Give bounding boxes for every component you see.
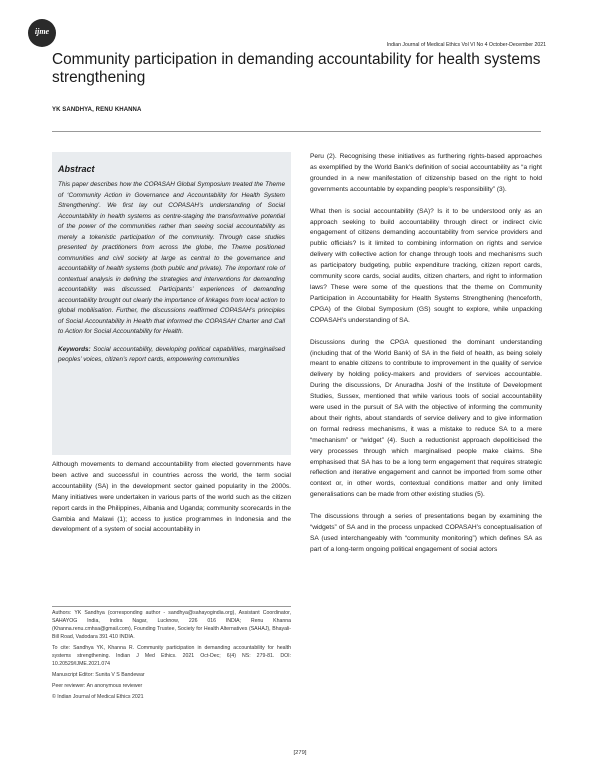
header-divider (52, 131, 541, 132)
editor-note: Manuscript Editor: Sunita V S Bandewar (52, 672, 145, 678)
article-authors: YK SANDHYA, RENU KHANNA (52, 107, 142, 113)
notes-divider (52, 606, 291, 607)
keywords-text: Social accountability, developing political capabilities, marginalised peoples’ voices, citizen’s report cards, empowering communities (58, 345, 285, 363)
article-title: Community participation in demanding accountability for health systems strengthening (52, 51, 541, 86)
journal-logo (28, 19, 56, 47)
abstract-heading: Abstract (58, 164, 95, 174)
citation-note: To cite: Sandhya YK, Khanna R. Community participation in demanding accountability for health systems strengthening. Indian J Med Ethics. 2021 Oct-Dec; 6(4) NS: 279-81. DOI: 10.20529/IJME.2021.074 (52, 645, 291, 667)
authors-note: Authors: YK Sandhya (corresponding author - sandhya@sahayogindia.org), Assistant Coordinator, SAHAYOG India, Indira Nagar, Lucknow, 226 016 INDIA; Renu Khanna (Khanna.renu.cmhsa@gmail.com), Founding Trustee, Society for Health Alternatives (SAHAJ), Bhayali-Bill Road, Vadodara 391 410 INDIA. (52, 610, 291, 640)
keywords-label: Keywords: (58, 345, 91, 353)
body-right-column (310, 152, 542, 567)
article-notes (52, 606, 291, 704)
abstract-box (52, 152, 291, 455)
page-number: [279] (293, 750, 307, 756)
keywords (58, 345, 285, 366)
body-paragraph: Although movements to demand accountability from elected governments have been active and successful in countries across the world, the term social accountability (SA) in the development sector gained popularity in the 2000s. Many initiatives were undertaken in various parts of the world such as the citizen report cards in the Philippines, Albania and Uganda; community scorecards in the Gambia and Malawi (1); access to justice programmes in Indonesia and the development of a system of social accountability in (52, 461, 291, 534)
reviewer-note: Peer reviewer: An anonymous reviewer (52, 683, 143, 689)
copyright-note: © Indian Journal of Medical Ethics 2021 (52, 694, 144, 700)
body-paragraph: What then is social accountability (SA)? Is it to be understood only as an approach seeking to build accountability through direct or indirect civic engagement of citizens demanding accountability from service providers and public officials? Is it limited to combining information on rights and service delivery with collective action for change through tools and mechanisms such as participatory budgeting, public expenditure tracking, citizen report cards, community score cards, social audits, citizen charters, and right to information laws? These were some of the questions that the theme on Community Participation in Accountability for Health Systems Strengthening (henceforth, CPGA) of the Global Symposium (GS) sought to explore, while unpacking COPASAH’s understanding of SA. (310, 207, 542, 324)
body-paragraph: Discussions during the CPGA questioned the dominant understanding (including that of the World Bank) of SA in the field of health, as being solely meant to enable citizens to contribute to improvement in the quality of service delivery by holding policy-makers and providers of services accountable. During the discussions, Dr Anuradha Joshi of the Institute of Development Studies, Sussex, mentioned that while various tools of social accountability were used in the pursuit of SA with the objective of informing the community about their rights, about standards of service delivery and to give information on formal redress mechanisms, it was a mistake to reduce SA to a mere “mechanism” or “widget” (4). Such a reductionist approach depoliticised the very processes through which marginalised people make claims. She emphasised that SA has to be a long term engagement that requires strategic reflection and iterative engagement and cannot be imported from some other context or, in other words, contextual conditions matter and only limited generalisations can be made from other existing studies (5). (310, 338, 542, 499)
abstract-text: This paper describes how the COPASAH Global Symposium treated the Theme of ‘Community Action in Governance and Accountability for Health System Strengthening’. We first lay out COPASAH’s understanding of Social Accountability in health systems as centre-staging the transformative potential of the power of the communities rather than seeing social accountability as merely a tokenistic participation of the community. Through case studies presented by practitioners from across the globe, the Theme positioned communities and civil society at large as central to the governance and accountability of health systems (both public and private). The important role of contextual analysis in defining the strategies and interventions for demanding accountability was discussed. Participants’ experiences of demanding accountability brought out clearly the importance of linkages from local action to global mobilisation. Further, the discussions reaffirmed COPASAH’s principles of Social Accountability in Health that informed the COPASAH Charter and Call to Action for Social Accountability for Health. (58, 181, 285, 335)
body-paragraph: The discussions through a series of presentations began by examining the “widgets” of SA and in the process unpacked COPASAH’s conceptualisation of SA (used interchangeably with “community monitoring”) which defines SA as part of a long-term ongoing political engagement of social actors (310, 513, 542, 553)
body-paragraph: Peru (2). Recognising these initiatives as furthering rights-based approaches as exemplified by the World Bank’s definition of social accountability as “a right grounded in a new manifestation of citizenship based on the right to hold governments accountable by expanding people’s responsibility” (3). (310, 153, 542, 193)
body-left-column (52, 460, 291, 536)
logo-text: ijme (34, 27, 50, 36)
journal-running-header: Indian Journal of Medical Ethics Vol VI No 4 October-December 2021 (386, 42, 546, 48)
